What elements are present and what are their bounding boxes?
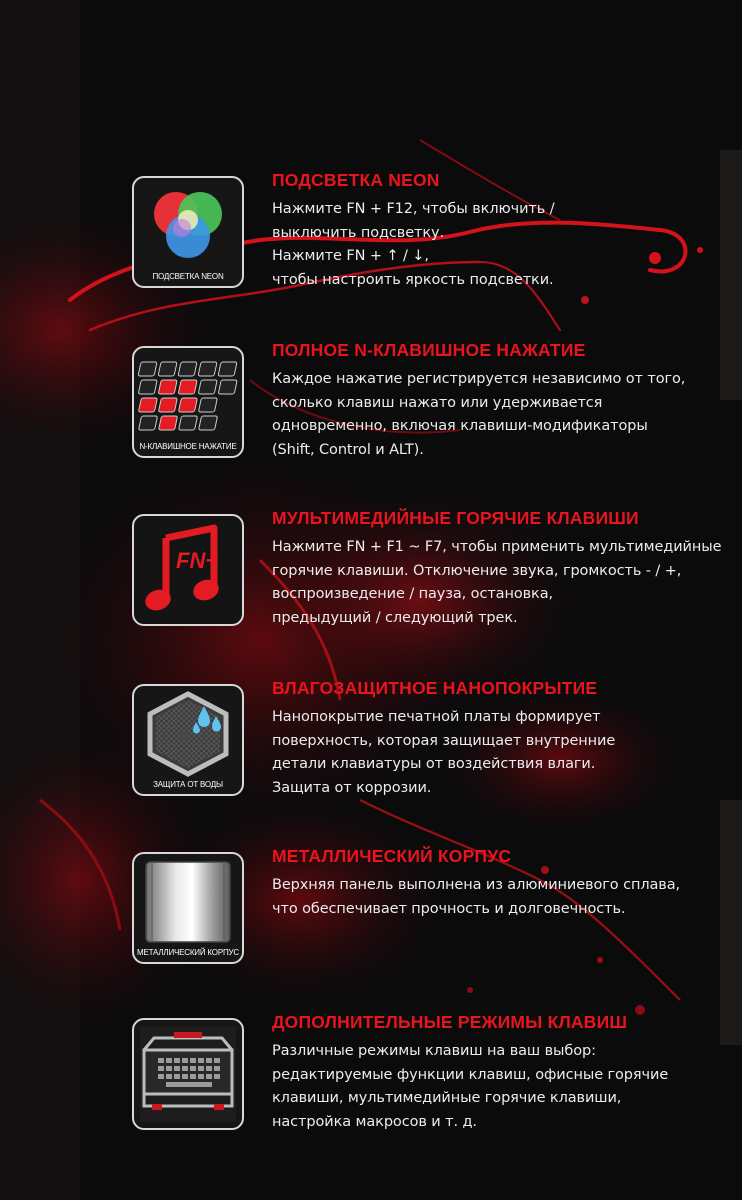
description-line: Защита от коррозии. [272,779,432,796]
feature-description [272,874,740,921]
feature-water-protection [0,678,742,824]
feature-description [272,706,740,800]
feature-description [272,1040,740,1134]
feature-icon-box [132,1018,244,1130]
feature-title: ПОЛНОЕ N-КЛАВИШНОЕ НАЖАТИЕ [272,340,586,360]
feature-description [272,198,740,292]
description-line: редактируемые функции клавиш, офисные горячие [272,1066,669,1083]
description-line: настройка макросов и т. д. [272,1113,477,1130]
metal-plate-icon [134,854,242,962]
description-line: Верхняя панель выполнена из алюминиевого сплава, [272,877,681,893]
rgb-circles-icon [134,178,242,286]
description-line: горячие клавиши. Отключение звука, громкость - / +, [272,562,682,579]
description-line: выключить подсветку. [272,224,445,241]
description-line: Нанопокрытие печатной платы формирует [272,709,601,725]
feature-description [272,368,740,462]
description-line: Различные режимы клавиш на ваш выбор: [272,1043,596,1059]
feature-icon-box [132,346,244,458]
feature-metal-case [0,846,742,992]
description-line: (Shift, Control и ALT). [272,441,424,458]
description-line: Нажмите FN + F1 ~ F7, чтобы применить мультимедийные [272,539,722,555]
description-line: детали клавиатуры от воздействия влаги. [272,756,596,772]
feature-title: ПОДСВЕТКА NEON [272,170,440,190]
icon-caption: ЗАЩИТА ОТ ВОДЫ [153,780,223,789]
description-line: предыдущий / следующий трек. [272,609,518,626]
description-line: Нажмите FN + F12, чтобы включить / [272,201,555,217]
feature-title: МЕТАЛЛИЧЕСКИЙ КОРПУС [272,846,512,866]
feature-title: ДОПОЛНИТЕЛЬНЫЕ РЕЖИМЫ КЛАВИШ [272,1012,628,1032]
keyboard-icon [134,1020,242,1128]
description-line: воспроизведение / пауза, остановка, [272,586,554,602]
fn-plus-label: FN+ [176,548,219,573]
feature-extra-key-modes [0,1012,742,1158]
water-drops-hexagon-icon [134,686,242,794]
description-line: Каждое нажатие регистрируется независимо от того, [272,371,686,387]
description-line: клавиши, мультимедийные горячие клавиши, [272,1090,622,1106]
feature-icon-box [132,176,244,288]
feature-icon-box [132,852,244,964]
feature-icon-box [132,684,244,796]
icon-caption: ПОДСВЕТКА NEON [152,272,224,281]
feature-multimedia-hotkeys [0,508,742,654]
icon-caption: N-КЛАВИШНОЕ НАЖАТИЕ [139,442,237,451]
icon-caption: МЕТАЛЛИЧЕСКИЙ КОРПУС [137,948,239,957]
description-line: Нажмите FN + ↑ / ↓, [272,248,429,264]
fn-music-note-icon [134,516,242,624]
feature-title: МУЛЬТИМЕДИЙНЫЕ ГОРЯЧИЕ КЛАВИШИ [272,508,639,528]
feature-neon-backlight [0,170,742,316]
description-line: чтобы настроить яркость подсветки. [272,271,554,288]
feature-description [272,536,740,630]
feature-n-key-rollover [0,340,742,486]
description-line: одновременно, включая клавиши-модификаторы [272,418,648,434]
description-line: сколько клавиш нажато или удерживается [272,394,603,411]
description-line: что обеспечивает прочность и долговечность. [272,900,626,917]
keycaps-icon [134,348,242,456]
description-line: поверхность, которая защищает внутренние [272,732,616,749]
feature-icon-box [132,514,244,626]
feature-title: ВЛАГОЗАЩИТНОЕ НАНОПОКРЫТИЕ [272,678,598,698]
